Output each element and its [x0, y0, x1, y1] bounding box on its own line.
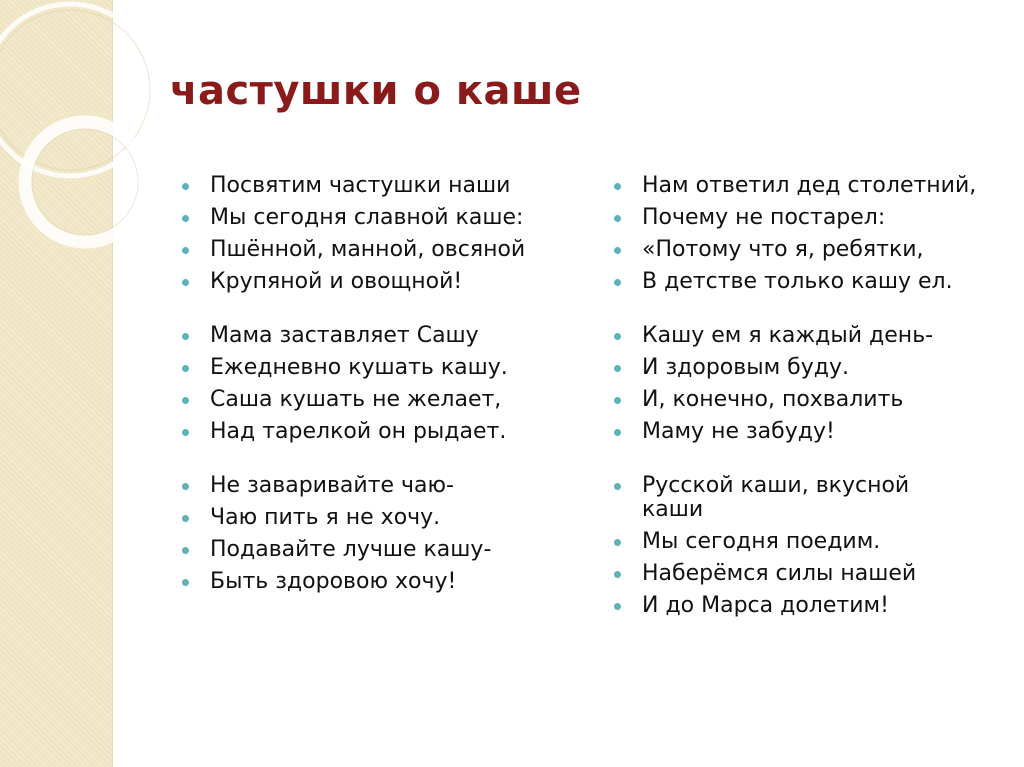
teal-dot-icon [182, 365, 189, 372]
stanza-1 [182, 170, 562, 298]
teal-dot-icon [614, 365, 621, 372]
stanza-5 [614, 320, 994, 448]
verse-line: Не заваривайте чаю- [182, 470, 562, 502]
teal-dot-icon [614, 397, 621, 404]
stanza-6 [614, 470, 994, 622]
verse-line: И, конечно, похвалить [614, 384, 994, 416]
verse-line: «Потому что я, ребятки, [614, 234, 994, 266]
teal-dot-icon [614, 539, 621, 546]
teal-dot-icon [614, 483, 621, 490]
verse-line: И до Марса долетим! [614, 590, 994, 622]
teal-dot-icon [614, 333, 621, 340]
left-column [182, 170, 562, 620]
teal-dot-icon [182, 515, 189, 522]
teal-dot-icon [614, 603, 621, 610]
right-column [614, 170, 994, 644]
teal-dot-icon [614, 429, 621, 436]
verse-line: Крупяной и овощной! [182, 266, 562, 298]
teal-dot-icon [182, 483, 189, 490]
verse-line: Почему не постарел: [614, 202, 994, 234]
teal-dot-icon [182, 579, 189, 586]
verse-line: Русской каши, вкусной каши [614, 470, 942, 526]
teal-dot-icon [182, 397, 189, 404]
teal-dot-icon [182, 547, 189, 554]
teal-dot-icon [614, 183, 621, 190]
verse-line: И здоровым буду. [614, 352, 994, 384]
stanza-4 [614, 170, 994, 298]
stanza-3 [182, 470, 562, 598]
teal-dot-icon [182, 333, 189, 340]
verse-line: Подавайте лучше кашу- [182, 534, 562, 566]
stanza-2 [182, 320, 562, 448]
teal-dot-icon [182, 247, 189, 254]
teal-dot-icon [182, 429, 189, 436]
teal-dot-icon [614, 279, 621, 286]
teal-dot-icon [182, 183, 189, 190]
verse-line: Быть здоровою хочу! [182, 566, 562, 598]
teal-dot-icon [182, 215, 189, 222]
verse-line: Мама заставляет Сашу [182, 320, 562, 352]
verse-line: Чаю пить я не хочу. [182, 502, 562, 534]
verse-line: Кашу ем я каждый день- [614, 320, 994, 352]
verse-line: В детстве только кашу ел. [614, 266, 994, 298]
verse-line: Нам ответил дед столетний, [614, 170, 994, 202]
verse-line: Наберёмся силы нашей [614, 558, 994, 590]
verse-line: Пшённой, манной, овсяной [182, 234, 562, 266]
verse-line: Мы сегодня поедим. [614, 526, 994, 558]
teal-dot-icon [614, 247, 621, 254]
verse-line: Ежедневно кушать кашу. [182, 352, 562, 384]
verse-line: Над тарелкой он рыдает. [182, 416, 562, 448]
verse-line: Саша кушать не желает, [182, 384, 562, 416]
verse-line: Посвятим частушки наши [182, 170, 562, 202]
slide-title: частушки о каше [170, 68, 582, 114]
teal-dot-icon [614, 215, 621, 222]
teal-dot-icon [182, 279, 189, 286]
verse-line: Маму не забуду! [614, 416, 994, 448]
teal-dot-icon [614, 571, 621, 578]
verse-line: Мы сегодня славной каше: [182, 202, 562, 234]
